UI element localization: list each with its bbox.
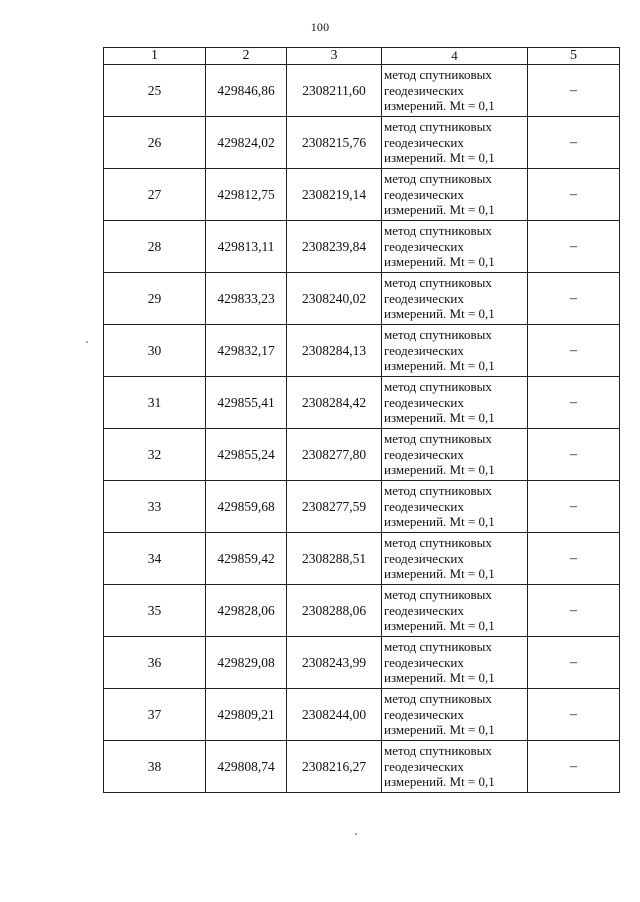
note-cell-text: – [570, 395, 577, 411]
note-cell [528, 273, 620, 325]
point-number-cell-text: 31 [147, 394, 162, 410]
point-number-cell [104, 481, 206, 533]
note-cell-text: – [570, 291, 577, 307]
y-coordinate-cell [287, 689, 382, 741]
method-cell [382, 169, 528, 221]
method-cell [382, 481, 528, 533]
point-number-cell-text: 28 [147, 238, 162, 254]
y-coordinate-cell [287, 221, 382, 273]
point-number-cell [104, 429, 206, 481]
point-number-cell-text: 34 [147, 550, 162, 566]
point-number-cell [104, 117, 206, 169]
table-header-row [104, 48, 620, 65]
point-number-cell [104, 221, 206, 273]
x-coordinate-cell [206, 273, 287, 325]
method-cell-text: метод спутниковых геодезических измерений. Mt = 0,1 [384, 327, 495, 374]
method-cell [382, 429, 528, 481]
table-row [104, 117, 620, 169]
y-coordinate-cell-text: 2308240,02 [301, 290, 367, 306]
x-coordinate-cell-text: 429832,17 [217, 342, 275, 358]
method-cell-text: метод спутниковых геодезических измерений. Mt = 0,1 [384, 119, 495, 166]
method-cell [382, 533, 528, 585]
x-coordinate-cell-text: 429812,75 [217, 186, 275, 202]
y-coordinate-cell-text: 2308219,14 [301, 186, 367, 202]
x-coordinate-cell [206, 169, 287, 221]
y-coordinate-cell-text: 2308216,27 [301, 758, 367, 774]
x-coordinate-cell [206, 637, 287, 689]
y-coordinate-cell-text: 2308215,76 [301, 134, 367, 150]
y-coordinate-cell [287, 65, 382, 117]
table-row [104, 481, 620, 533]
coordinates-table [103, 47, 620, 793]
method-cell-text: метод спутниковых геодезических измерений. Mt = 0,1 [384, 483, 495, 530]
table-row [104, 637, 620, 689]
point-number-cell [104, 273, 206, 325]
method-cell-text: метод спутниковых геодезических измерений. Mt = 0,1 [384, 691, 495, 738]
method-cell-text: метод спутниковых геодезических измерений. Mt = 0,1 [384, 171, 495, 218]
column-header-4: 4 [382, 48, 528, 65]
note-cell-text: – [570, 187, 577, 203]
note-cell [528, 429, 620, 481]
method-cell-text: метод спутниковых геодезических измерений. Mt = 0,1 [384, 639, 495, 686]
method-cell-text: метод спутниковых геодезических измерений. Mt = 0,1 [384, 223, 495, 270]
column-header-1: 1 [104, 48, 206, 65]
point-number-cell [104, 741, 206, 793]
point-number-cell [104, 169, 206, 221]
note-cell-text: – [570, 83, 577, 99]
x-coordinate-cell [206, 221, 287, 273]
note-cell [528, 65, 620, 117]
note-cell [528, 117, 620, 169]
method-cell [382, 637, 528, 689]
column-header-5: 5 [528, 48, 620, 65]
point-number-cell-text: 32 [147, 446, 162, 462]
y-coordinate-cell-text: 2308288,51 [301, 550, 367, 566]
method-cell-text: метод спутниковых геодезических измерений. Mt = 0,1 [384, 587, 495, 634]
x-coordinate-cell-text: 429809,21 [217, 706, 275, 722]
x-coordinate-cell [206, 533, 287, 585]
page-number: 100 [310, 20, 330, 34]
scan-speck [355, 833, 357, 835]
y-coordinate-cell [287, 169, 382, 221]
table-row [104, 741, 620, 793]
point-number-cell [104, 637, 206, 689]
point-number-cell-text: 26 [147, 134, 162, 150]
table-row [104, 533, 620, 585]
method-cell [382, 65, 528, 117]
note-cell-text: – [570, 135, 577, 151]
note-cell [528, 169, 620, 221]
note-cell-text: – [570, 759, 577, 775]
note-cell-text: – [570, 707, 577, 723]
table-row [104, 377, 620, 429]
x-coordinate-cell-text: 429813,11 [217, 238, 275, 254]
point-number-cell-text: 25 [147, 82, 162, 98]
point-number-cell [104, 377, 206, 429]
table-row [104, 221, 620, 273]
note-cell-text: – [570, 655, 577, 671]
note-cell-text: – [570, 603, 577, 619]
x-coordinate-cell [206, 585, 287, 637]
x-coordinate-cell [206, 689, 287, 741]
method-cell [382, 221, 528, 273]
y-coordinate-cell-text: 2308277,80 [301, 446, 367, 462]
y-coordinate-cell [287, 325, 382, 377]
point-number-cell [104, 585, 206, 637]
y-coordinate-cell [287, 429, 382, 481]
table-row [104, 273, 620, 325]
method-cell [382, 377, 528, 429]
x-coordinate-cell-text: 429808,74 [217, 758, 275, 774]
note-cell [528, 533, 620, 585]
table-row [104, 325, 620, 377]
y-coordinate-cell [287, 273, 382, 325]
point-number-cell-text: 30 [147, 342, 162, 358]
table-row [104, 585, 620, 637]
x-coordinate-cell [206, 117, 287, 169]
y-coordinate-cell [287, 377, 382, 429]
x-coordinate-cell [206, 741, 287, 793]
x-coordinate-cell [206, 377, 287, 429]
method-cell [382, 325, 528, 377]
y-coordinate-cell-text: 2308284,42 [301, 394, 367, 410]
x-coordinate-cell [206, 481, 287, 533]
note-cell-text: – [570, 239, 577, 255]
point-number-cell-text: 29 [147, 290, 162, 306]
point-number-cell-text: 35 [147, 602, 162, 618]
method-cell-text: метод спутниковых геодезических измерений. Mt = 0,1 [384, 535, 495, 582]
method-cell [382, 273, 528, 325]
x-coordinate-cell-text: 429833,23 [217, 290, 275, 306]
method-cell-text: метод спутниковых геодезических измерений. Mt = 0,1 [384, 431, 495, 478]
point-number-cell-text: 33 [147, 498, 162, 514]
y-coordinate-cell-text: 2308277,59 [301, 498, 367, 514]
point-number-cell-text: 38 [147, 758, 162, 774]
x-coordinate-cell [206, 429, 287, 481]
y-coordinate-cell-text: 2308243,99 [301, 654, 367, 670]
x-coordinate-cell-text: 429846,86 [217, 82, 275, 98]
y-coordinate-cell-text: 2308284,13 [301, 342, 367, 358]
x-coordinate-cell [206, 65, 287, 117]
x-coordinate-cell [206, 325, 287, 377]
table-row [104, 169, 620, 221]
note-cell-text: – [570, 551, 577, 567]
x-coordinate-cell-text: 429828,06 [217, 602, 275, 618]
note-cell [528, 741, 620, 793]
note-cell [528, 221, 620, 273]
note-cell [528, 481, 620, 533]
point-number-cell [104, 65, 206, 117]
note-cell-text: – [570, 499, 577, 515]
x-coordinate-cell-text: 429855,41 [217, 394, 275, 410]
point-number-cell [104, 325, 206, 377]
method-cell-text: метод спутниковых геодезических измерений. Mt = 0,1 [384, 743, 495, 790]
method-cell-text: метод спутниковых геодезических измерений. Mt = 0,1 [384, 275, 495, 322]
method-cell [382, 117, 528, 169]
point-number-cell-text: 27 [147, 186, 162, 202]
note-cell [528, 377, 620, 429]
x-coordinate-cell-text: 429824,02 [217, 134, 275, 150]
x-coordinate-cell-text: 429855,24 [217, 446, 275, 462]
table-row [104, 429, 620, 481]
point-number-cell-text: 37 [147, 706, 162, 722]
note-cell [528, 325, 620, 377]
method-cell [382, 741, 528, 793]
note-cell-text: – [570, 447, 577, 463]
method-cell [382, 689, 528, 741]
table-row [104, 65, 620, 117]
y-coordinate-cell [287, 741, 382, 793]
method-cell-text: метод спутниковых геодезических измерений. Mt = 0,1 [384, 67, 495, 114]
note-cell [528, 637, 620, 689]
table-row [104, 689, 620, 741]
y-coordinate-cell [287, 637, 382, 689]
point-number-cell [104, 689, 206, 741]
scan-speck [86, 341, 88, 343]
note-cell-text: – [570, 343, 577, 359]
point-number-cell [104, 533, 206, 585]
x-coordinate-cell-text: 429859,68 [217, 498, 275, 514]
method-cell [382, 585, 528, 637]
point-number-cell-text: 36 [147, 654, 162, 670]
column-header-3: 3 [287, 48, 382, 65]
note-cell [528, 585, 620, 637]
y-coordinate-cell [287, 585, 382, 637]
x-coordinate-cell-text: 429859,42 [217, 550, 275, 566]
x-coordinate-cell-text: 429829,08 [217, 654, 275, 670]
y-coordinate-cell-text: 2308211,60 [302, 82, 366, 98]
y-coordinate-cell [287, 481, 382, 533]
method-cell-text: метод спутниковых геодезических измерений. Mt = 0,1 [384, 379, 495, 426]
y-coordinate-cell-text: 2308239,84 [301, 238, 367, 254]
note-cell [528, 689, 620, 741]
y-coordinate-cell [287, 533, 382, 585]
column-header-2: 2 [206, 48, 287, 65]
y-coordinate-cell-text: 2308244,00 [301, 706, 367, 722]
y-coordinate-cell [287, 117, 382, 169]
y-coordinate-cell-text: 2308288,06 [301, 602, 367, 618]
table-body [104, 65, 620, 793]
